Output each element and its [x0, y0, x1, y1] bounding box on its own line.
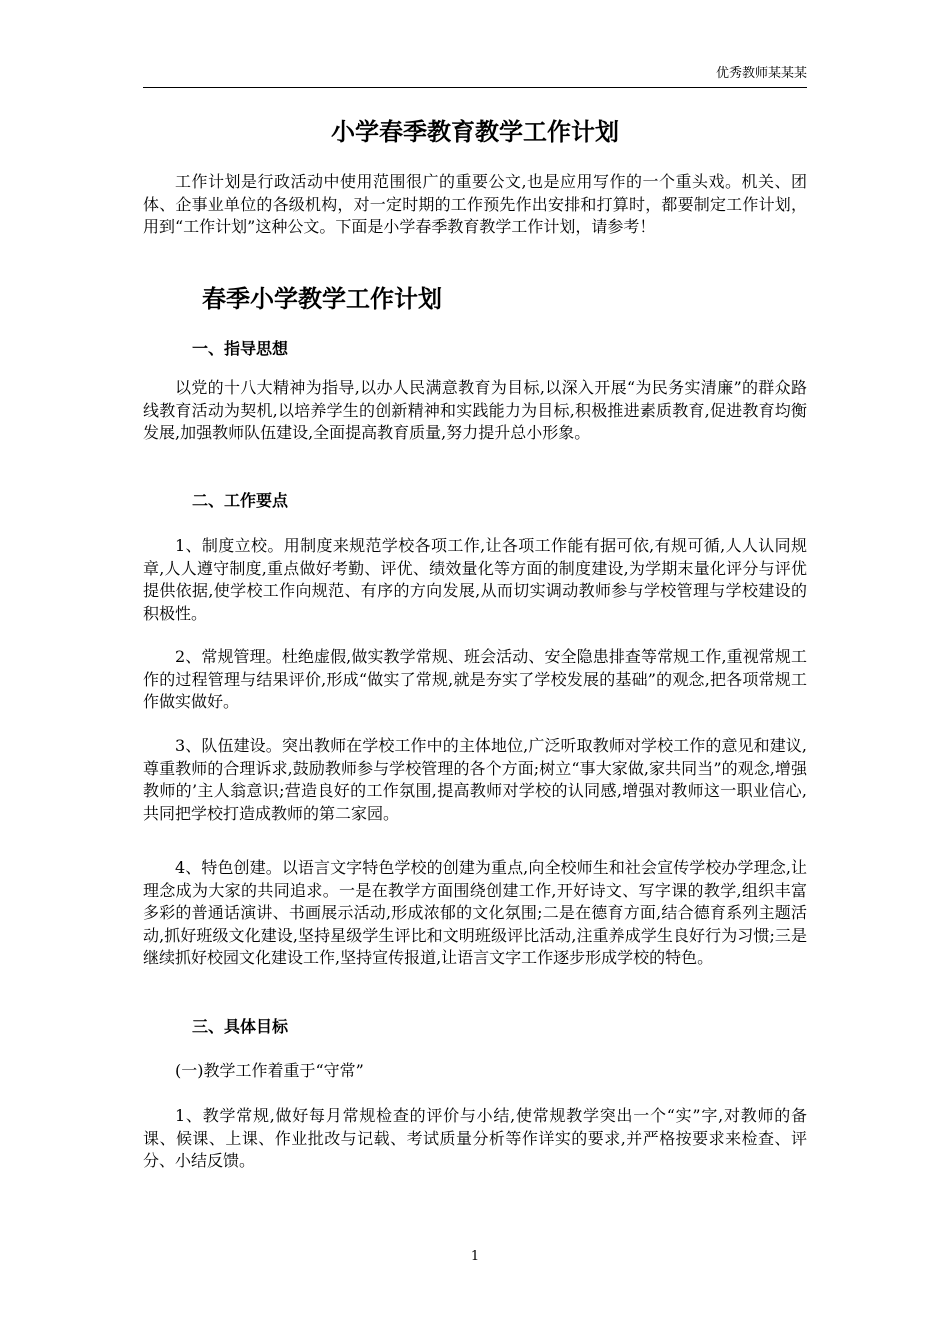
document-title: 小学春季教育教学工作计划 — [331, 118, 619, 146]
work-point-2: 2、常规管理。杜绝虚假,做实教学常规、班会活动、安全隐患排查等常规工作,重视常规工作的过程管理与结果评价,形成“做实了常规,就是夯实了学校发展的基础”的观念,把各项常规工作做实做好。 — [143, 647, 807, 712]
work-point-1: 1、制度立校。用制度来规范学校各项工作,让各项工作能有据可依,有规可循,人人认同规章,人人遵守制度,重点做好考勤、评优、绩效量化等方面的制度建设,为学期末量化评分与评优提供依据,使学校工作向规范、有序的方向发展,从而切实调动教师参与学校管理与学校建设的积极性。 — [143, 536, 807, 623]
heading-guiding-ideology: 一、指导思想 — [192, 339, 289, 358]
goal-1-paragraph: 1、教学常规,做好每月常规检查的评价与小结,使常规教学突出一个“实”字,对教师的备课、候课、上课、作业批改与记载、考试质量分析等作详实的要求,并严格按要求来检查、评分、小结反馈。 — [143, 1106, 807, 1171]
heading-specific-goals: 三、具体目标 — [192, 1017, 289, 1036]
work-point-3: 3、队伍建设。突出教师在学校工作中的主体地位,广泛听取教师对学校工作的意见和建议,尊重教师的合理诉求,鼓励教师参与学校管理的各个方面;树立“事大家做,家共同当”的观念,增强教师的’主人翁意识;营造良好的工作氛围,提高教师对学校的认同感,增强对教师这一职业信心,共同把学校打造成教师的第二家园。 — [143, 736, 807, 823]
sub-heading-teaching: (一)教学工作着重于“守常” — [175, 1061, 364, 1080]
intro-paragraph: 工作计划是行政活动中使用范围很广的重要公文,也是应用写作的一个重头戏。机关、团体、企事业单位的各级机构，对一定时期的工作预先作出安排和打算时，都要制定工作计划，用到“工作计划”这种公文。下面是小学春季教育教学工作计划，请参考！ — [143, 172, 807, 237]
section-title: 春季小学教学工作计划 — [202, 285, 442, 313]
heading-work-points: 二、工作要点 — [192, 491, 289, 510]
page-number: 1 — [470, 1249, 480, 1264]
work-point-4: 4、特色创建。以语言文字特色学校的创建为重点,向全校师生和社会宣传学校办学理念,让理念成为大家的共同追求。一是在教学方面围绕创建工作,开好诗文、写字课的教学,组织丰富多彩的普通话演讲、书画展示活动,形成浓郁的文化氛围;二是在德育方面,结合德育系列主题活动,抓好班级文化建设,坚持星级学生评比和文明班级评比活动,注重养成学生良好行为习惯;三是继续抓好校园文化建设工作,坚持宣传报道,让语言文字工作逐步形成学校的特色。 — [143, 858, 807, 968]
page-header: 优秀教师某某某 — [143, 64, 807, 88]
guiding-ideology-paragraph: 以党的十八大精神为指导,以办人民满意教育为目标,以深入开展“为民务实清廉”的群众路线教育活动为契机,以培养学生的创新精神和实践能力为目标,积极推进素质教育,促进教育均衡发展,加强教师队伍建设,全面提高教育质量,努力提升总小形象。 — [143, 378, 807, 443]
